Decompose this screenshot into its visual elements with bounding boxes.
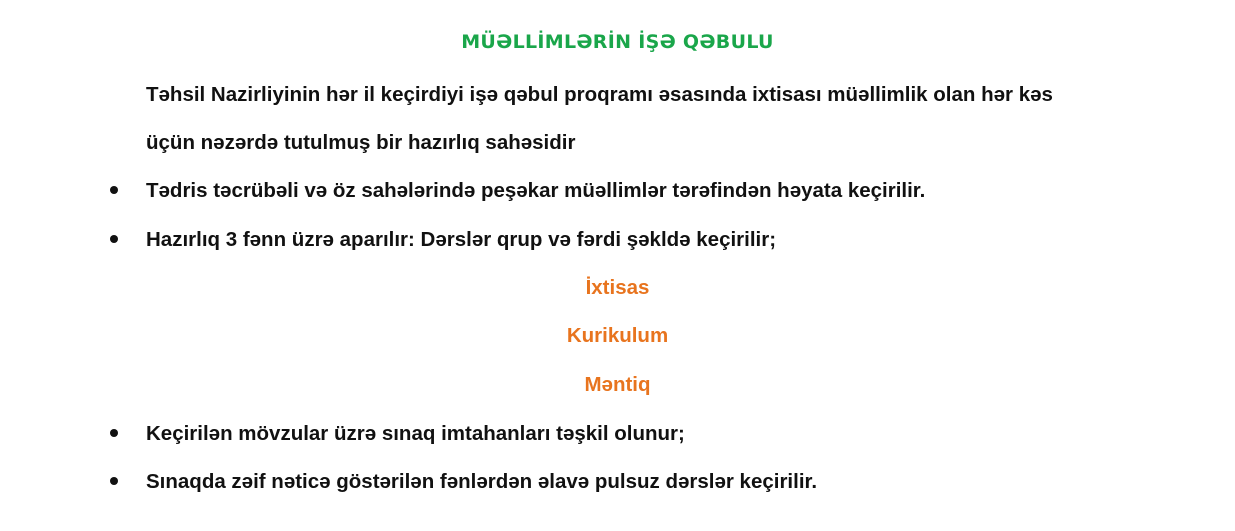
subject-kurikulum: Kurikulum [566,324,669,347]
bullet-marker [110,429,118,437]
intro-line-1: Təhsil Nazirliyinin hər il keçirdiyi işə qəbul proqramı əsasında ixtisası müəllimlik olan hər kəs [146,83,1053,106]
bullet-marker [110,477,118,485]
page-title: MÜƏLLİMLƏRİN İŞƏ QƏBULU [461,31,774,53]
bullet-marker [110,186,118,194]
bullet-item-2: Hazırlıq 3 fənn üzrə aparılır: Dərslər qrup və fərdi şəkldə keçirilir; [146,228,777,251]
subject-mentiq: Məntiq [584,373,651,396]
intro-line-2: üçün nəzərdə tutulmuş bir hazırlıq sahəsidir [146,131,576,154]
bullet-item-4: Sınaqda zəif nəticə göstərilən fənlərdən əlavə pulsuz dərslər keçirilir. [146,470,818,493]
bullet-item-1: Tədris təcrübəli və öz sahələrində peşəkar müəllimlər tərəfindən həyata keçirilir. [146,179,926,202]
bullet-marker [110,235,118,243]
subject-ixtisas: İxtisas [585,276,650,299]
bullet-item-3: Keçirilən mövzular üzrə sınaq imtahanları təşkil olunur; [146,422,685,445]
